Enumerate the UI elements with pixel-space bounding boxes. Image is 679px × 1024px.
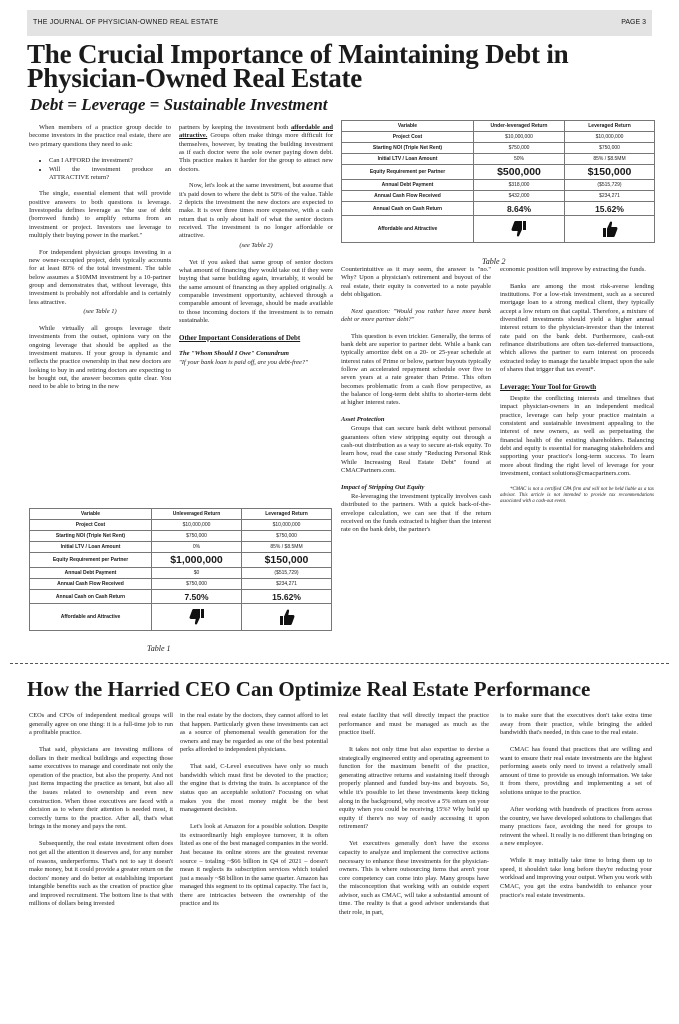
row-label: Initial LTV / Loan Amount (342, 154, 474, 165)
article-title: The Crucial Importance of Maintaining Debt in Physician-Owned Real Estate (27, 39, 569, 93)
table-row (30, 568, 332, 579)
article1-column-3: Counterintuitive as it may seem, the answer is "no." Why? Upon a physician's retirement and buyout of the real estate, their equity is converted to a note payable debt obligation. Next question: "Would you rather have more bank debt or more partner debt?" This question is even trickier. Generally, the terms of bank debt are superior to partner debt. While a bank can typically amortize debt on a 20- or 25-year schedule at interest rates of Prime or below, partner buyouts typically follow an accelerated repayment schedule over five to seven years at a rate greater than Prime. This often becomes problematic from a cash flow perspective, as the balance of long-term debt shifts to shorter-term debt at higher interest rates. Asset Protection Groups that can secure bank debt without personal guarantees often view stripping equity out through a cash-out distribution as a way to secure at-risk equity. To learn how, read the case study "Reducing Personal Risk While Increasing Real Estate Debt" found at CMACPartners.com. Impact of Stripping Out Equity Re-leveraging the investment typically involves cash distributed to the partners. With a quick back-of-the-envelope calculation, we can see that if the return received on the funds extracted is higher than the interest rate on the bank debt, the partner's (341, 266, 491, 534)
row-label: Equity Requirement per Partner (30, 553, 152, 568)
table-cell: $10,000,000 (565, 132, 655, 143)
table-cell: $150,000 (565, 165, 655, 180)
row-label: Equity Requirement per Partner (342, 165, 474, 180)
table-row (30, 553, 332, 568)
row-label: Annual Cash Flow Received (342, 191, 474, 202)
table-row (30, 520, 332, 531)
table-cell: 85% / $8.5MM (565, 154, 655, 165)
row-label: Affordable and Attractive (30, 604, 152, 631)
table-cell: $1,000,000 (152, 553, 242, 568)
table-row (342, 154, 655, 165)
subsection-heading: Impact of Stripping Out Equity (341, 483, 425, 491)
table-cell: $500,000 (474, 165, 565, 180)
subsection-heading: The "Whom Should I Owe" Conundrum (179, 350, 289, 358)
table-cell: $750,000 (152, 531, 242, 542)
table-cell: $150,000 (242, 553, 332, 568)
row-label: Annual Cash on Cash Return (342, 202, 474, 216)
table-header-cell: Variable (342, 121, 474, 132)
list-item: • Can I AFFORD the investment? (49, 157, 171, 165)
table-row (342, 202, 655, 216)
table-row (30, 590, 332, 604)
table-cell: $10,000,000 (242, 520, 332, 531)
table-cell: 7.50% (152, 590, 242, 604)
table-cell: ($515,729) (565, 180, 655, 191)
table-row (30, 604, 332, 631)
table-row (30, 542, 332, 553)
table-row (342, 132, 655, 143)
row-label: Annual Cash on Cash Return (30, 590, 152, 604)
journal-name: THE JOURNAL OF PHYSICIAN-OWNED REAL ESTATE (33, 19, 219, 26)
table-header-cell: Unleveraged Return (152, 509, 242, 520)
row-label: Project Cost (30, 520, 152, 531)
article1-column-1: When members of a practice group decide to become investors in the practice real estate, there are two primary questions they need to ask: • Can I AFFORD the investment? • Will the investment produce an ATTRACTIVE return? The single, essential element that will provide positive answers to both questions is leverage. Investopedia defines leverage as "the use of debt (borrowed funds) to amplify returns from an investment or project. Investors use leverage to multiply their buying power in the market." For independent physician groups investing in a new owner-occupied project, debt typically accounts for at least 80% of the total investment. The table below assumes a $10MM investment by a 10-partner group and demonstrates that, without leverage, this investment is probably not affordable and is certainly less attractive. (see Table 1) While virtually all groups leverage their investments from the outset, opinions vary on the ongoing leverage that should be applied as the investment matures. If your group is dynamic and reflects the practice ownership in that new doctors are looking to buy in and retiring doctors are expecting to be bought out, the answer becomes quite clear. You need to be able to bring in the new (29, 124, 171, 400)
section-heading: Other Important Considerations of Debt (179, 333, 301, 342)
table-reference: (see Table 2) (239, 242, 273, 250)
table-row (30, 531, 332, 542)
row-label: Project Cost (342, 132, 474, 143)
table-row (342, 143, 655, 154)
subsection-heading: Asset Protection (341, 416, 385, 424)
article2-column-1: CEOs and CFOs of independent medical groups will generally agree on one thing: it is a full-time job to run a profitable practice. That said, physicians are investing millions of dollars in their medical buildings and expecting those same executives to manage and coordinate not only the operation of the practice, but also the property. And not just items impacting the practice as tenant, but also all the issues related to ownership and even new construction. When those executives are faced with a decision as to where their attention is needed most, it correctly turns to the practice. After all, that's what brings in the money and pays the rent. Subsequently, the real estate investment often does not get all the attention it deserves and, for any number of reasons, underperforms. That's not to say it doesn't make money, but it could provide a greater return on the doctors' money and do better at establishing important intangible benefits such as the creation of practice glue and improved recruitment. The bottom line is that with millions of dollars being invested (29, 712, 173, 908)
table-cell: $750,000 (474, 143, 565, 154)
table-cell: $0 (152, 568, 242, 579)
table-row (342, 165, 655, 180)
table-cell: $234,271 (242, 579, 332, 590)
table-1-caption: Table 1 (147, 644, 171, 653)
page-number: PAGE 3 (621, 19, 646, 26)
table-header-cell: Variable (30, 509, 152, 520)
page-header (27, 10, 652, 36)
pull-quote: "If your bank loan is paid off, are you debt-free?" (179, 359, 308, 367)
table-2 (341, 120, 655, 243)
thumbs-down-icon (474, 216, 565, 243)
table-cell: $10,000,000 (474, 132, 565, 143)
table-row (30, 579, 332, 590)
table-cell: $10,000,000 (152, 520, 242, 531)
thumbs-up-icon (565, 216, 655, 243)
article2-column-3: real estate facility that will directly impact the practice performance and must be managed as much as the practice itself. It takes not only time but also expertise to devise a strategically engineered entity and operating agreement to function for the maximum benefit of the practice, generating attractive returns and sustaining itself through properly planned and funded buy-ins and buyouts. So, while it's possible to let these investments keep ticking along in the background, why receive a 5% return on your equity when you could be receiving 15%? Why build up equity if there's no way of easily accessing it upon retirement? Yet executives generally don't have the excess capacity to analyze and implement the corrective actions necessary to enhance these investments for the physician-owners. This is where outsourcing items that aren't your core competency can come into play. Many groups have the misconception that working with an outside expert advisor, such as CMAC, will take a substantial amount of time. The reality is that a good advisor understands that their role, in part, (339, 712, 489, 917)
table-cell: $750,000 (242, 531, 332, 542)
table-header-cell: Leveraged Return (565, 121, 655, 132)
table-row (342, 180, 655, 191)
table-header-cell: Leveraged Return (242, 509, 332, 520)
table-2-caption: Table 2 (482, 257, 506, 266)
footnote: *CMAC is not a certified CPA firm and will not be held liable as a tax advisor. This article is not intended to provide tax recommendations associated with a cash-out event. (500, 486, 654, 504)
row-label: Starting NOI (Triple Net Rent) (342, 143, 474, 154)
table-header-cell: Under-leveraged Return (474, 121, 565, 132)
table-cell: 85% / $8.5MM (242, 542, 332, 553)
table-row (342, 216, 655, 243)
table-cell: $432,000 (474, 191, 565, 202)
table-cell: ($515,729) (242, 568, 332, 579)
row-label: Annual Cash Flow Received (30, 579, 152, 590)
article2-column-2: in the real estate by the doctors, they cannot afford to let that happen. Particularly given these investments can act as a source of phenomenal wealth generation for the owners and may be regarded as one of the best potential perks afforded to independent physicians. That said, C-Level executives have only so much bandwidth which must first be devoted to the practice; the engine that is driving the train. Is acceptance of the status quo an acceptable solution? Focusing on what makes you the most money might be the best management decision. Let's look at Amazon for a possible solution. Despite its extraordinarily high employee turnover, it is often listed as one of the best managed companies in the world. Just because its online stores are the greatest revenue source – totaling ~$66 billion in Q4 of 2021 – doesn't mean it neglects its subscription services which totaled just a measly ~$8 billion in the same quarter. Amazon has managed this segment to its optimal capacity. The fact is, there are intricacies between the ownership of the practice and its (180, 712, 328, 908)
thumbs-down-icon (152, 604, 242, 631)
table-cell: 15.62% (242, 590, 332, 604)
article-subtitle: Debt = Leverage = Sustainable Investment (30, 95, 328, 114)
row-label: Initial LTV / Loan Amount (30, 542, 152, 553)
thumbs-up-icon (242, 604, 332, 631)
table-1 (29, 508, 332, 631)
table-cell: 0% (152, 542, 242, 553)
emphasis: affordable and attractive. (179, 124, 333, 140)
row-label: Annual Debt Payment (30, 568, 152, 579)
row-label: Affordable and Attractive (342, 216, 474, 243)
article2-title: How the Harried CEO Can Optimize Real Estate Performance (27, 677, 591, 701)
table-cell: 15.62% (565, 202, 655, 216)
section-heading: Leverage: Your Tool for Growth (500, 382, 597, 391)
article2-column-4: is to make sure that the executives don't take extra time away from their practice, while bringing the added bandwidth that's needed, in this case to the real estate. CMAC has found that practices that are willing and want to ensure their real estate investments are the highest performing assets only need to invest a relatively small amount of time to provide us enough information. We take it from there, providing and implementing a set of solutions unique to the practice. After working with hundreds of practices from across the country, we have developed solutions to challenges that many practices face, avoiding the need for groups to reinvent the wheel. It really is no different than bringing on a new employee. While it may initially take time to bring them up to speed, it shouldn't take long before they're reducing your workload and improving your output. When you work with CMAC, you get the extra bandwidth to enhance your practice's real estate investments. (500, 712, 652, 899)
table-cell: $318,000 (474, 180, 565, 191)
section-divider (10, 663, 669, 664)
table-cell: $750,000 (565, 143, 655, 154)
table-reference: (see Table 1) (83, 308, 117, 316)
table-cell: $234,271 (565, 191, 655, 202)
table-cell: 8.64% (474, 202, 565, 216)
article1-column-2: partners by keeping the investment both affordable and attractive. Groups often make things more difficult for themselves, however, by treating the building investment as if each doctor were the sole owner paying down debt. This practice makes it harder for the group to attract new doctors. Now, let's look at the same investment, but assume that it's paid down to where the debt is 50% of the value. Table 2 depicts the investment the new doctors are expected to make. It is over three times more expensive, with a cash return that is only about half of what the senior doctors received. The investment is no longer affordable or attractive. (see Table 2) Yet if you asked that same group of senior doctors what amount of financing they would take out if they were buying that same building again, invariably, it would be the same amount of financing as they applied originally. A comparable investment opportunity, achieved through a comparable amount of leverage, should be made available to those incoming doctors if the investment is to remain sustainable. Other Important Considerations of Debt The "Whom Should I Owe" Conundrum "If your bank loan is paid off, are you debt-free?" (179, 124, 333, 367)
article1-column-4: economic position will improve by extracting the funds. Banks are among the most risk-averse lending institutions. For a low-risk investment, such as a secured mortgage loan to a strong medical client, they typically accept a low return on that capital. Therefore, a mixture of diversified investments should yield a higher annual interest return to the physician-investor than the interest rate paid on the bank debt. Furthermore, cash-out refinance distributions are often tax-deferred transactions, which allows the partner to earn interest on proceeds extracted today to manage the taxable impact upon the sale of shares that trigger that tax event*. Leverage: Your Tool for Growth Despite the conflicting interests and timelines that impact physician-owners in an independent medical practice, leverage can help your practice maintain a consistent and sustainable investment appealing to the interest of new owners, as well as perpetuating the financial health of the existing shareholders. Balancing debt and equity is essential for managing stakeholders and supporting your practice's long-term success. To learn more about finding the right level of leverage for your investment, contact solutions@cmacpartners.com. *CMAC is not a certified CPA firm and will not be held liable as a tax advisor. This article is not intended to provide tax recommendations associated with a cash-out event. (500, 266, 654, 504)
list-item: • Will the investment produce an ATTRACTIVE return? (49, 166, 171, 183)
table-cell: 50% (474, 154, 565, 165)
row-label: Starting NOI (Triple Net Rent) (30, 531, 152, 542)
table-cell: $750,000 (152, 579, 242, 590)
table-row (342, 191, 655, 202)
question-list (29, 157, 171, 182)
row-label: Annual Debt Payment (342, 180, 474, 191)
